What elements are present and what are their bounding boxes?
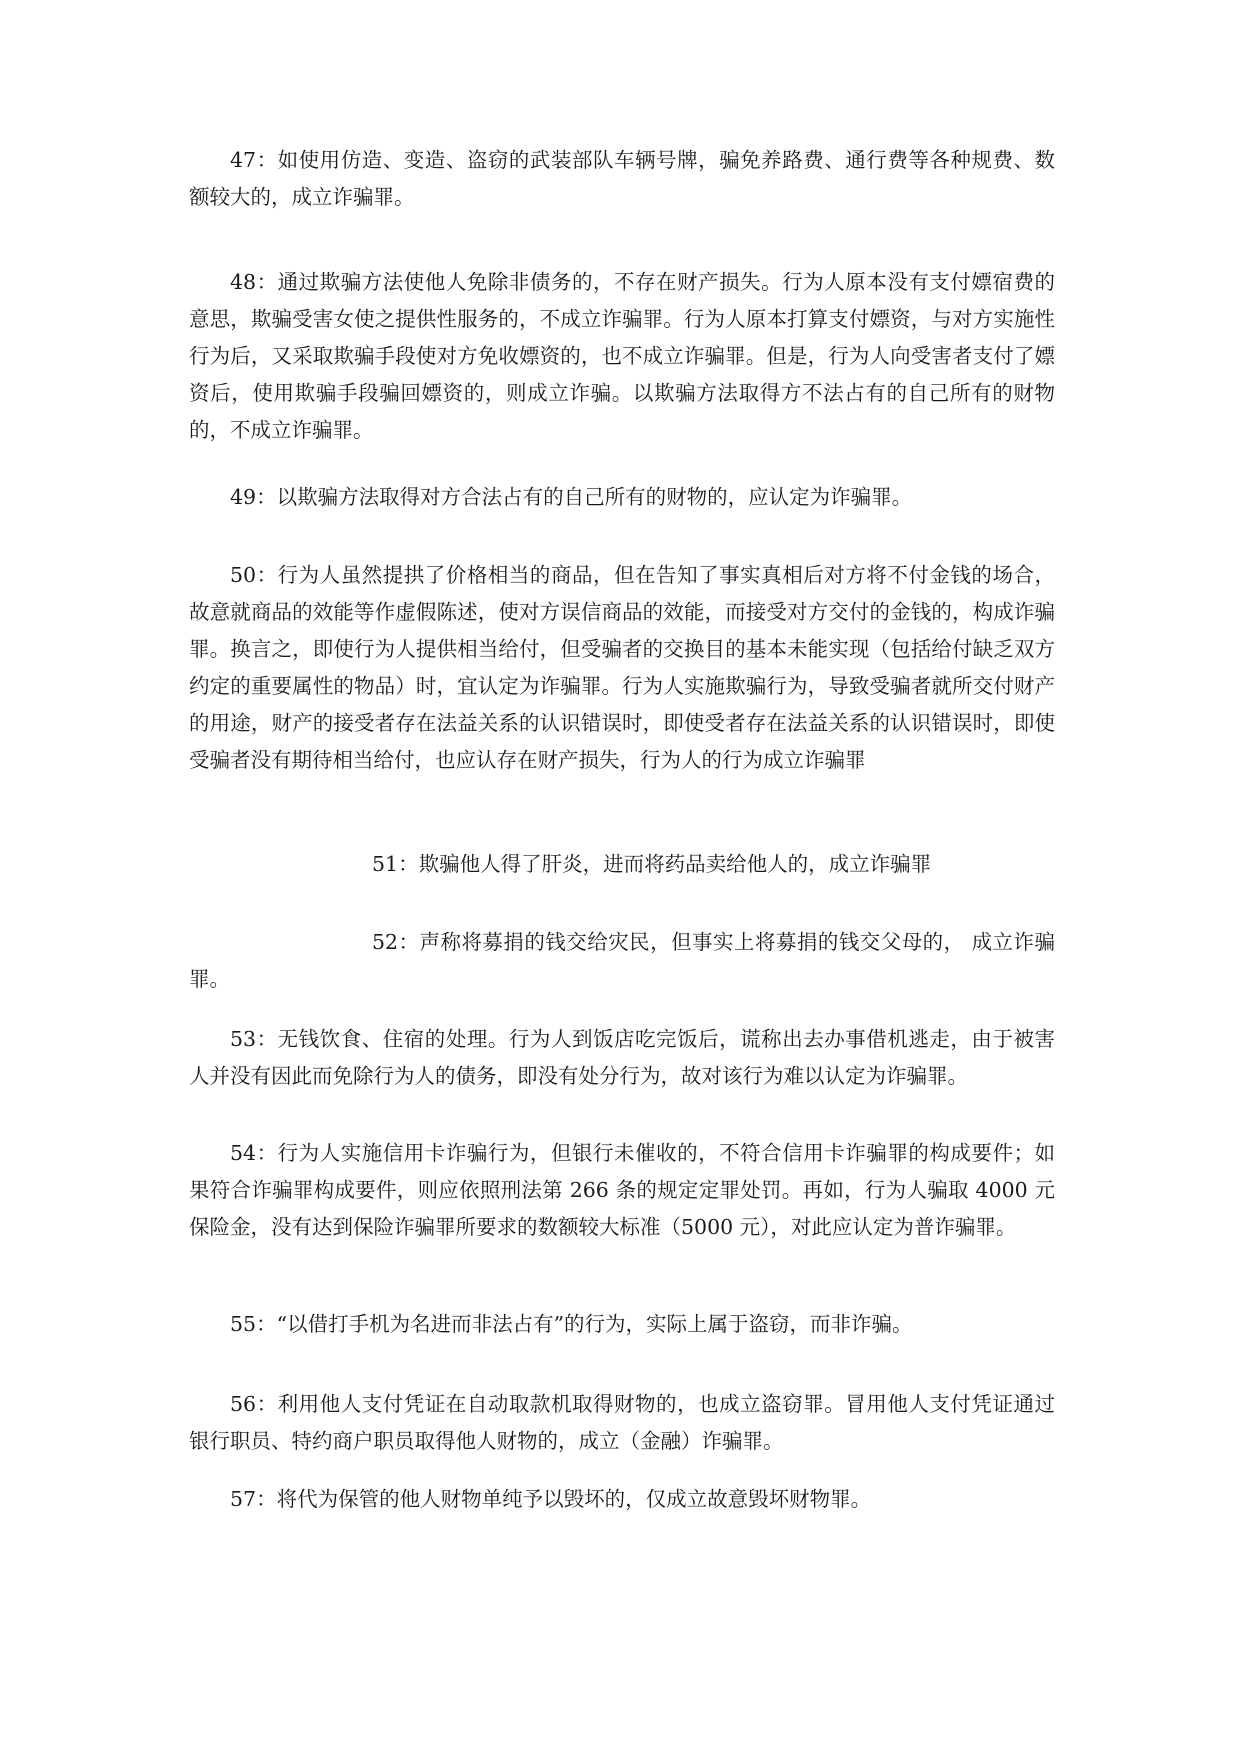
paragraph-51: 51：欺骗他人得了肝炎，进而将药品卖给他人的，成立诈骗罪 [372,852,932,876]
paragraph-47: 47：如使用仿造、变造、盗窃的武装部队车辆号牌，骗免养路费、通行费等各种规费、数额较大的，成立诈骗罪。 [189,148,1055,209]
paragraph-56: 56：利用他人支付凭证在自动取款机取得财物的，也成立盗窃罪。冒用他人支付凭证通过银行职员、特约商户职员取得他人财物的，成立（金融）诈骗罪。 [189,1392,1055,1453]
paragraph-52: 52：声称将募捐的钱交给灾民，但事实上将募捐的钱交父母的， 成立诈骗罪。 [189,930,1055,991]
paragraph-57: 57：将代为保管的他人财物单纯予以毁坏的，仅成立故意毁坏财物罪。 [230,1487,872,1511]
paragraph-50: 50：行为人虽然提拱了价格相当的商品，但在告知了事实真相后对方将不付金钱的场合，故意就商品的效能等作虚假陈述，使对方误信商品的效能，而接受对方交付的金钱的，构成诈骗罪。换言之，即使行为人提供相当给付，但受骗者的交换目的基本未能实现（包括给付缺乏双方约定的重要属性的物品）时，宜认定为诈骗罪。行为人实施欺骗行为，导致受骗者就所交付财产的用途，财产的接受者存在法益关系的认识错误时，即使受者存在法益关系的认识错误时，即使受骗者没有期待相当给付，也应认存在财产损失，行为人的行为成立诈骗罪 [189,563,1055,772]
paragraph-49: 49：以欺骗方法取得对方合法占有的自己所有的财物的，应认定为诈骗罪。 [230,485,913,509]
paragraph-48: 48：通过欺骗方法使他人免除非债务的，不存在财产损失。行为人原本没有支付嫖宿费的意思，欺骗受害女使之提供性服务的，不成立诈骗罪。行为人原本打算支付嫖资，与对方实施性行为后，又采取欺骗手段使对方免收嫖资的，也不成立诈骗罪。但是，行为人向受害者支付了嫖资后，使用欺骗手段骗回嫖资的，则成立诈骗。以欺骗方法取得方不法占有的自己所有的财物的，不成立诈骗罪。 [189,270,1055,442]
paragraph-53: 53：无钱饮食、住宿的处理。行为人到饭店吃完饭后，谎称出去办事借机逃走，由于被害人并没有因此而免除行为人的债务，即没有处分行为，故对该行为难以认定为诈骗罪。 [189,1027,1055,1088]
paragraph-54: 54：行为人实施信用卡诈骗行为，但银行未催收的，不符合信用卡诈骗罪的构成要件；如果符合诈骗罪构成要件，则应依照刑法第 266 条的规定定罪处罚。再如，行为人骗取 4000 元保险金，没有达到保险诈骗罪所要求的数额较大标准（5000 元），对此应认定为普诈骗罪。 [189,1141,1055,1239]
paragraph-55: 55：“以借打手机为名进而非法占有”的行为，实际上属于盗窃，而非诈骗。 [230,1312,913,1336]
